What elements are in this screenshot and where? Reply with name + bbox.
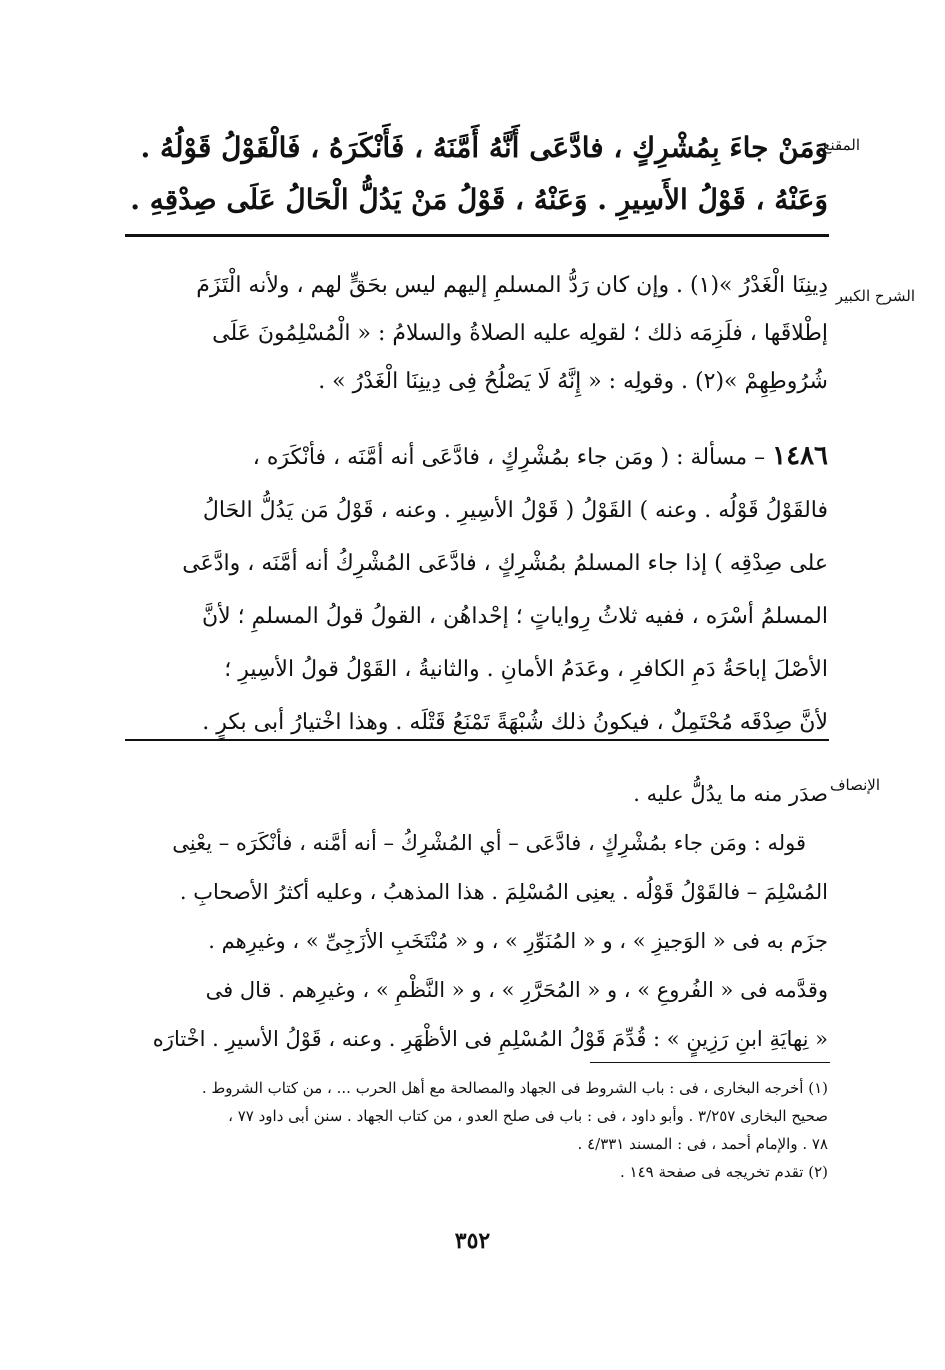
footnote-line: ٧٨ . والإمام أحمد ، فى : المسند ٤/٣٣١ .	[577, 1135, 828, 1153]
page-number: ٣٥٢	[454, 1228, 491, 1254]
insaf-text	[128, 770, 828, 1064]
text-line: وَعَنْهُ ، قَوْلُ الأَسِيرِ . وَعَنْهُ ، قَوْلُ مَنْ يَدُلُّ الْحَالُ عَلَى صِدْقِهِ .	[130, 183, 828, 216]
section-divider	[125, 739, 829, 741]
text-line: وَمَنْ جاءَ بِمُشْرِكٍ ، فادَّعَى أَنَّهُ أَمَّنَهُ ، فَأَنْكَرَهُ ، فَالْقَوْلُ قَوْلُهُ .	[140, 131, 828, 164]
text-line: صدَر منه ما يدُلُّ عليه .	[633, 782, 828, 806]
text-line	[128, 430, 828, 484]
section-label-sharh-kabir: الشرح الكبير	[835, 287, 915, 305]
text-line: على صِدْقِه ) إذا جاء المسلمُ بمُشْرِكٍ ، فادَّعَى المُشْرِكُ أنه أمَّنَه ، وادَّعَى	[182, 551, 828, 576]
issue-number: ١٤٨٦	[772, 441, 828, 471]
footnote-divider	[590, 1062, 830, 1063]
sharh-kabir-text	[128, 262, 828, 406]
footnote-line: صحيح البخارى ٣/٢٥٧ . وأبو داود ، فى : باب فى صلح العدو ، من كتاب الجهاد . سنن أبى داود ٧٧ ،	[228, 1107, 828, 1125]
section-divider	[125, 234, 829, 237]
section-label-insaf: الإنصاف	[829, 776, 880, 794]
footnote-line: (١) أخرجه البخارى ، فى : باب الشروط فى الجهاد والمصالحة مع أهل الحرب ... ، من كتاب الشروط .	[201, 1079, 828, 1097]
text-line: جزَم به فى « الوَجيزِ » ، و « المُنَوِّرِ » ، و « مُنْتَخَبِ الأزَجِىِّ » ، وغيرِهم .	[208, 929, 828, 953]
text-line: الأصْلَ إباحَةُ دَمِ الكافرِ ، وعَدَمُ الأمانِ . والثانيةُ ، القَوْلُ قولُ الأسِيرِ ؛	[224, 657, 828, 682]
text-line: « نِهايَةِ ابنِ رَزِينٍ » : قُدِّمَ قَوْلُ المُسْلِمِ فى الأظْهَرِ . وعنه ، قَوْلُ الأسيرِ . اخْتارَه	[152, 1027, 828, 1051]
issue-paragraph	[128, 430, 828, 749]
text-line: قوله : ومَن جاء بمُشْرِكٍ ، فادَّعَى – أي المُشْرِكُ – أنه أمَّنه ، فأنْكَرَه – يعْنِى	[172, 831, 806, 855]
section-label-muqni: المقنع	[822, 136, 860, 154]
text-line: المسلمُ أسْرَه ، ففيه ثلاثُ رِواياتٍ ؛ إحْداهُن ، القولُ قولُ المسلمِ ؛ لأنَّ	[201, 604, 828, 629]
footnotes	[128, 1074, 828, 1186]
text-line: وقدَّمه فى « الفُروعِ » ، و « المُحَرَّرِ » ، و « النَّظْمِ » ، وغيرِهم . قال فى	[205, 978, 828, 1002]
text-line: فالقَوْلُ قَوْلُه . وعنه ) القَوْلُ ( قَوْلُ الأسِيرِ . وعنه ، قَوْلُ مَن يَدُلُّ الحَالُ	[202, 498, 828, 523]
text-line: دِينِنَا الْغَدْرُ »(١) . وإن كان رَدُّ المسلمِ إليهم ليس بحَقٍّ لهم ، ولأنه الْتَزَمَ	[196, 273, 828, 298]
text-line: لأنَّ صِدْقَه مُحْتَمِلٌ ، فيكونُ ذلك شُبْهَةً تَمْنَعُ قَتْلَه . وهذا اخْتيارُ أبى بكرٍ .	[202, 710, 828, 735]
text-line: إطْلاقَها ، فلَزِمَه ذلك ؛ لقولِه عليه الصلاةُ والسلامُ : « الْمُسْلِمُونَ عَلَى	[212, 321, 828, 346]
issue-heading-text: – مسألة : ( ومَن جاء بمُشْرِكٍ ، فادَّعَى أنه أمَّنَه ، فأنْكَرَه ،	[252, 445, 766, 470]
muqni-text	[128, 122, 828, 226]
footnote-line: (٢) تقدم تخريجه فى صفحة ١٤٩ .	[619, 1163, 828, 1181]
text-line: المُسْلِمَ – فالقَوْلُ قَوْلُه . يعنِى المُسْلِمَ . هذا المذهبُ ، وعليه أكثرُ الأصحابِ .	[179, 880, 828, 904]
text-line: شُرُوطِهِمْ »(٢) . وقولِه : « إِنَّهُ لَا يَصْلُحُ فِى دِينِنَا الْغَدْرُ » .	[318, 369, 828, 394]
